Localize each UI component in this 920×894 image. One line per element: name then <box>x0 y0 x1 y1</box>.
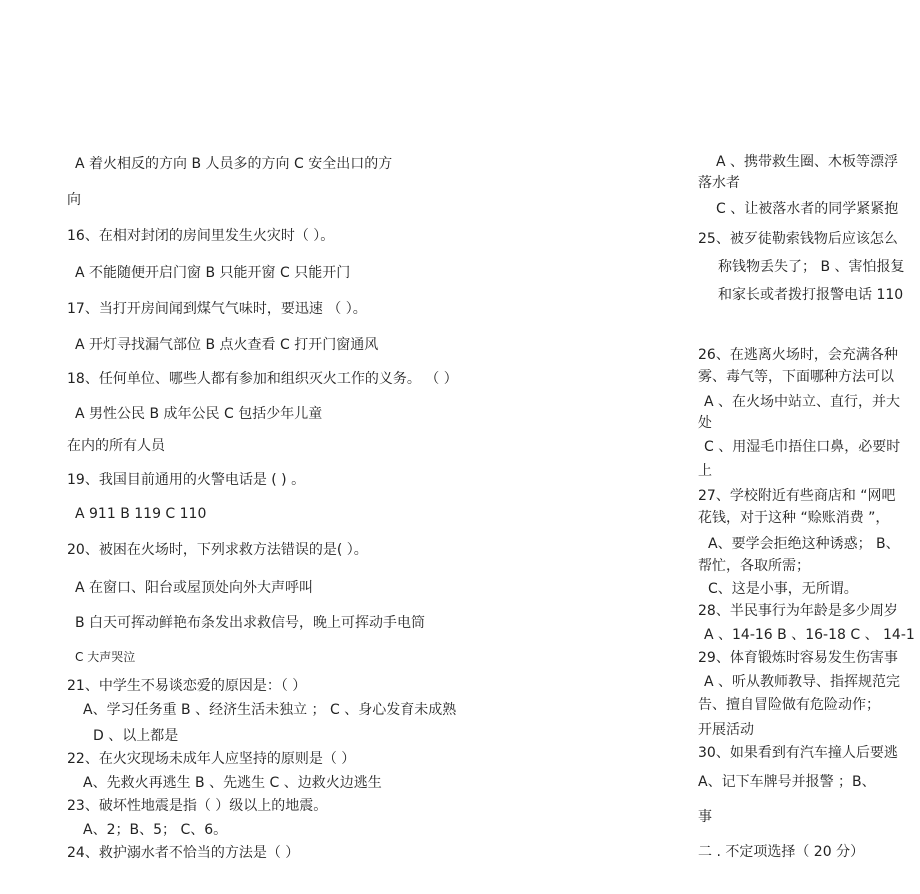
q15-options-line: A 着火相反的方向 B 人员多的方向 C 安全出口的方 <box>75 156 393 172</box>
q19-options: A 911 B 119 C 110 <box>75 506 207 522</box>
q19-question: 19、我国目前通用的火警电话是 ( ) 。 <box>67 472 306 488</box>
q20-option-b: B 白天可挥动鲜艳布条发出求救信号，晚上可挥动手电筒 <box>75 615 426 631</box>
q21-question: 21、中学生不易谈恋爱的原因是：（ ） <box>67 678 307 694</box>
r-line: 帮忙，各取所需； <box>698 558 810 574</box>
q16-question: 16、在相对封闭的房间里发生火灾时（ ）。 <box>67 228 335 244</box>
r-line: C 、让被落水者的同学紧紧抱 <box>716 201 899 217</box>
r-line: 称钱物丢失了； B 、害怕报复 <box>718 259 905 275</box>
q18-options-cont: 在内的所有人员 <box>67 438 165 454</box>
q23-options: A、2；B、5； C、6。 <box>83 822 228 838</box>
q20-option-a: A 在窗口、阳台或屋顶处向外大声呼叫 <box>75 580 314 596</box>
r-line: A 、在火场中站立、直行，并大 <box>704 394 901 410</box>
r-line: 处 <box>698 415 712 431</box>
r-line: 告、擅自冒险做有危险动作； <box>698 697 880 713</box>
r-line: 雾、毒气等，下面哪种方法可以 <box>698 369 894 385</box>
q30-question: 30、如果看到有汽车撞人后要逃 <box>698 745 898 761</box>
q25-question: 25、被歹徒勒索钱物后应该怎么 <box>698 231 898 247</box>
q26-question: 26、在逃离火场时，会充满各种 <box>698 347 898 363</box>
q20-option-c: C 大声哭泣 <box>75 650 136 664</box>
r-line: 花钱，对于这种 “赊账消费 ”， <box>698 510 890 526</box>
section-heading: 二 . 不定项选择（ 20 分） <box>698 844 865 860</box>
r-line: A 、14-16 B 、16-18 C 、 14-1 <box>704 627 915 643</box>
q18-options: A 男性公民 B 成年公民 C 包括少年儿童 <box>75 406 323 422</box>
q17-options: A 开灯寻找漏气部位 B 点火查看 C 打开门窗通风 <box>75 337 379 353</box>
q20-question: 20、被困在火场时，下列求救方法错误的是( ）。 <box>67 542 368 558</box>
q27-question: 27、学校附近有些商店和 “网吧 <box>698 488 896 504</box>
r-line: A、记下车牌号并报警 ；B、 <box>698 774 876 790</box>
q28-question: 28、半民事行为年龄是多少周岁 <box>698 603 898 619</box>
r-line: C、这是小事，无所谓。 <box>708 581 858 597</box>
q22-question: 22、在火灾现场未成年人应坚持的原则是（ ） <box>67 751 356 767</box>
q15-options-cont: 向 <box>67 192 81 208</box>
r-line: 落水者 <box>698 175 740 191</box>
r-line: A 、听从教师教导、指挥规范完 <box>704 674 901 690</box>
q16-options: A 不能随便开启门窗 B 只能开窗 C 只能开门 <box>75 265 351 281</box>
q21-options: A、学习任务重 B 、经济生活未独立 ； C 、身心发育未成熟 <box>83 702 457 718</box>
q24-question: 24、救护溺水者不恰当的方法是（ ） <box>67 845 300 861</box>
r-line: 开展活动 <box>698 722 754 738</box>
r-line: 事 <box>698 809 712 825</box>
q18-question: 18、任何单位、哪些人都有参加和组织灭火工作的义务。 （ ） <box>67 371 458 387</box>
r-line: A、要学会拒绝这种诱惑； B、 <box>708 536 900 552</box>
q21-option-d: D 、以上都是 <box>93 728 179 744</box>
r-line: 和家长或者拨打报警电话 110 <box>718 287 904 303</box>
q22-options: A、先救火再逃生 B 、先逃生 C 、边救火边逃生 <box>83 775 382 791</box>
r-line: C 、用湿毛巾捂住口鼻，必要时 <box>704 439 901 455</box>
q17-question: 17、当打开房间闻到煤气气味时，要迅速 （ ）。 <box>67 301 367 317</box>
q29-question: 29、体育锻炼时容易发生伤害事 <box>698 650 898 666</box>
r-line: 上 <box>698 463 712 479</box>
r-line: A 、携带救生圈、木板等漂浮 <box>716 154 899 170</box>
q23-question: 23、破坏性地震是指（ ）级以上的地震。 <box>67 798 328 814</box>
